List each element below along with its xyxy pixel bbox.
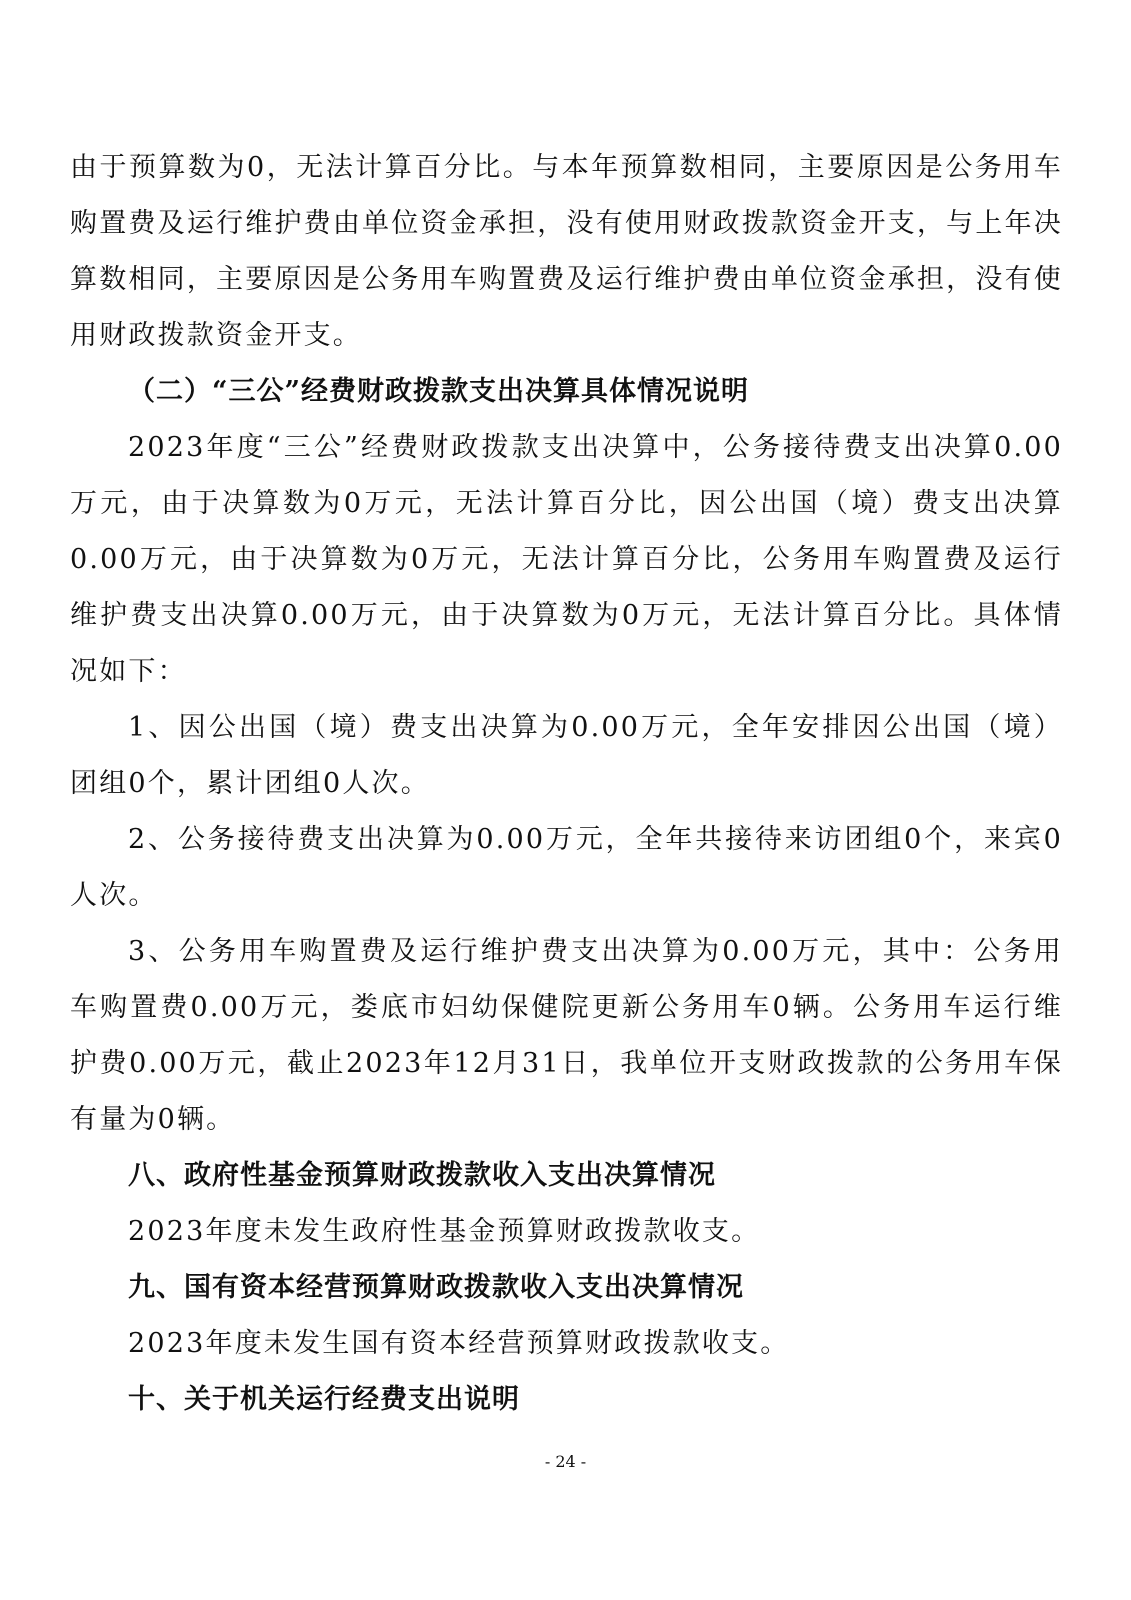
paragraph-reception: 2、公务接待费支出决算为0.00万元，全年共接待来访团组0个，来宾0人次。 (70, 824, 1063, 911)
page-number: - 24 - (544, 1452, 587, 1471)
heading-section-9: 九、国有资本经营预算财政拨款收入支出决算情况 (128, 1272, 744, 1303)
paragraph-overseas-travel: 1、因公出国（境）费支出决算为0.00万元，全年安排因公出国（境）团组0个，累计团组0人次。 (70, 712, 1063, 799)
paragraph-section-9: 2023年度未发生国有资本经营预算财政拨款收支。 (128, 1328, 790, 1359)
paragraph-official-vehicles: 3、公务用车购置费及运行维护费支出决算为0.00万元，其中：公务用车购置费0.00万元，娄底市妇幼保健院更新公务用车0辆。公务用车运行维护费0.00万元，截止2023年12月31日，我单位开支财政拨款的公务用车保有量为0辆。 (70, 936, 1063, 1135)
subheading-three-public-expenses: （二）“三公”经费财政拨款支出决算具体情况说明 (128, 376, 750, 407)
paragraph-section-8: 2023年度未发生政府性基金预算财政拨款收支。 (128, 1216, 761, 1247)
heading-section-8: 八、政府性基金预算财政拨款收入支出决算情况 (128, 1160, 716, 1191)
paragraph-continuation: 由于预算数为0，无法计算百分比。与本年预算数相同，主要原因是公务用车购置费及运行维护费由单位资金承担，没有使用财政拨款资金开支，与上年决算数相同，主要原因是公务用车购置费及运行维护费由单位资金承担，没有使用财政拨款资金开支。 (70, 152, 1063, 351)
heading-section-10: 十、关于机关运行经费支出说明 (128, 1384, 520, 1415)
document-body (70, 140, 1063, 1428)
paragraph-three-public-summary: 2023年度“三公”经费财政拨款支出决算中，公务接待费支出决算0.00万元，由于决算数为0万元，无法计算百分比，因公出国（境）费支出决算0.00万元，由于决算数为0万元，无法计算百分比，公务用车购置费及运行维护费支出决算0.00万元，由于决算数为0万元，无法计算百分比。具体情况如下： (70, 432, 1063, 687)
